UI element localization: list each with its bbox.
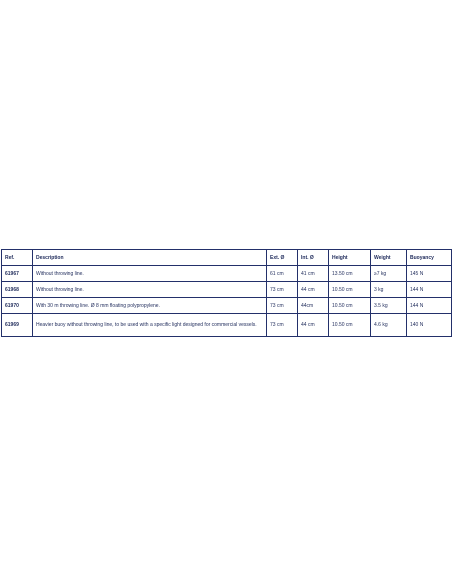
- cell-ext-diameter: 73 cm: [267, 314, 298, 337]
- cell-height: 10.50 cm: [329, 298, 371, 314]
- cell-ref: 61970: [2, 298, 33, 314]
- cell-int-diameter: 44 cm: [298, 282, 329, 298]
- cell-ref: 61967: [2, 266, 33, 282]
- cell-buoyancy: 145 N: [407, 266, 452, 282]
- cell-weight: 3 kg: [371, 282, 407, 298]
- cell-description: With 30 m throwing line. Ø 8 mm floating polypropylene.: [33, 298, 267, 314]
- cell-buoyancy: 144 N: [407, 298, 452, 314]
- cell-buoyancy: 144 N: [407, 282, 452, 298]
- cell-buoyancy: 140 N: [407, 314, 452, 337]
- product-spec-table: [1, 249, 452, 337]
- cell-ext-diameter: 61 cm: [267, 266, 298, 282]
- table-row: [2, 314, 452, 337]
- table-header-row: [2, 250, 452, 266]
- header-ref: Ref.: [2, 250, 33, 266]
- header-ext-diameter: Ext. Ø: [267, 250, 298, 266]
- cell-weight: 4.6 kg: [371, 314, 407, 337]
- cell-ref: 61969: [2, 314, 33, 337]
- header-description: Description: [33, 250, 267, 266]
- cell-height: 10.50 cm: [329, 282, 371, 298]
- cell-ext-diameter: 73 cm: [267, 298, 298, 314]
- cell-height: 13.50 cm: [329, 266, 371, 282]
- cell-description: Without throwing line.: [33, 282, 267, 298]
- cell-int-diameter: 44cm: [298, 298, 329, 314]
- cell-weight: 3.5 kg: [371, 298, 407, 314]
- header-weight: Weight: [371, 250, 407, 266]
- table-row: [2, 282, 452, 298]
- table-row: [2, 298, 452, 314]
- cell-ref: 61968: [2, 282, 33, 298]
- header-height: Height: [329, 250, 371, 266]
- cell-height: 10.50 cm: [329, 314, 371, 337]
- cell-description: Without throwing line.: [33, 266, 267, 282]
- cell-description: Heavier buoy without throwing line, to be used with a specific light designed for commercial vessels.: [33, 314, 267, 337]
- header-buoyancy: Buoyancy: [407, 250, 452, 266]
- cell-int-diameter: 44 cm: [298, 314, 329, 337]
- cell-ext-diameter: 73 cm: [267, 282, 298, 298]
- cell-int-diameter: 41 cm: [298, 266, 329, 282]
- cell-weight: ≥7 kg: [371, 266, 407, 282]
- header-int-diameter: Int. Ø: [298, 250, 329, 266]
- table-row: [2, 266, 452, 282]
